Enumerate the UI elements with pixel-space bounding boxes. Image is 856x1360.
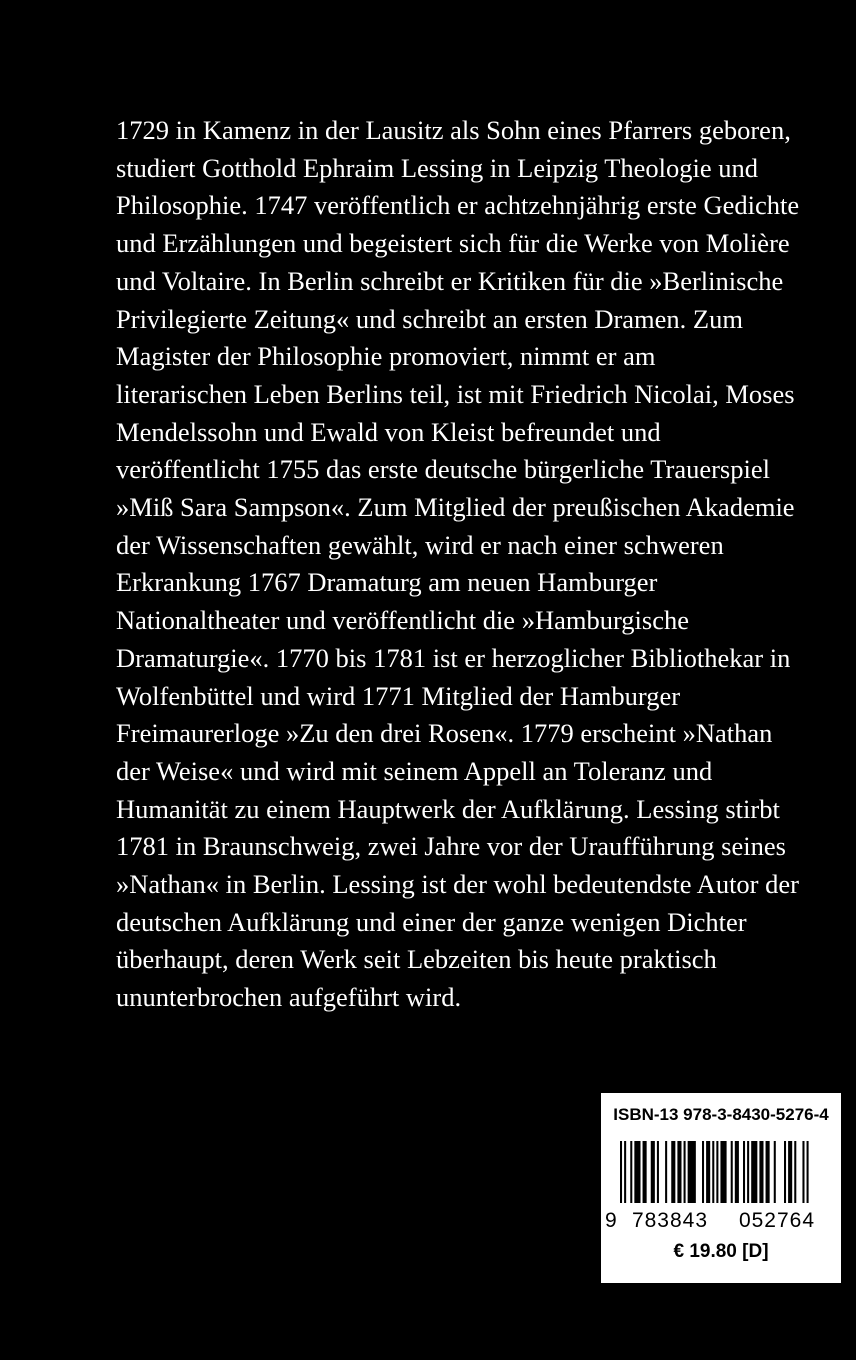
barcode <box>601 1137 841 1233</box>
barcode-bar <box>731 1141 733 1203</box>
barcode-bar <box>751 1141 757 1203</box>
barcode-bar <box>720 1141 726 1203</box>
barcode-bar <box>706 1141 710 1203</box>
barcode-bar <box>747 1141 749 1203</box>
barcode-bar <box>743 1141 745 1203</box>
barcode-bar <box>759 1141 763 1203</box>
barcode-bar <box>651 1141 655 1203</box>
blurb-line: Nationaltheater und veröffentlicht die »Hamburgische <box>116 605 689 636</box>
barcode-bar <box>784 1141 786 1203</box>
back-cover-blurb <box>116 112 836 1017</box>
price: € 19.80 [D] <box>673 1241 769 1262</box>
barcode-bar <box>677 1141 681 1203</box>
barcode-bar <box>794 1141 796 1203</box>
blurb-line: und Voltaire. In Berlin schreibt er Kritiken für die »Berlinische <box>116 265 784 296</box>
blurb-line: ununterbrochen aufgeführt wird. <box>116 982 462 1013</box>
barcode-bar <box>643 1141 647 1203</box>
barcode-bar <box>630 1141 632 1203</box>
blurb-line: Humanität zu einem Hauptwerk der Aufklärung. Lessing stirbt <box>116 793 780 824</box>
blurb-line: der Wissenschaften gewählt, wird er nach einer schweren <box>116 529 724 560</box>
barcode-bar <box>665 1141 667 1203</box>
blurb-line: veröffentlicht 1755 das erste deutsche bürgerliche Trauerspiel <box>116 454 770 485</box>
barcode-bar <box>735 1141 739 1203</box>
barcode-bar <box>702 1141 704 1203</box>
blurb-line: literarischen Leben Berlins teil, ist mit Friedrich Nicolai, Moses <box>116 378 795 409</box>
isbn-price-label <box>601 1093 841 1283</box>
blurb-line: »Miß Sara Sampson«. Zum Mitglied der preußischen Akademie <box>116 492 795 523</box>
blurb-line: Magister der Philosophie promoviert, nimmt er am <box>116 341 656 372</box>
barcode-left-digits: 783843 <box>631 1209 709 1232</box>
barcode-bar <box>774 1141 776 1203</box>
barcode-bar <box>671 1141 675 1203</box>
blurb-line: Dramaturgie«. 1770 bis 1781 ist er herzoglicher Bibliothekar in <box>116 642 791 673</box>
blurb-line: deutschen Aufklärung und einer der ganze wenigen Dichter <box>116 906 747 937</box>
blurb-line: überhaupt, deren Werk seit Lebzeiten bis heute praktisch <box>116 944 717 975</box>
blurb-line: Freimaurerloge »Zu den drei Rosen«. 1779 erscheint »Nathan <box>116 718 773 749</box>
barcode-bar <box>657 1141 659 1203</box>
blurb-line: Privilegierte Zeitung« und schreibt an ersten Dramen. Zum <box>116 303 743 334</box>
barcode-bar <box>766 1141 770 1203</box>
barcode-bar <box>688 1141 696 1203</box>
isbn-text: ISBN-13 978-3-8430-5276-4 <box>613 1105 829 1124</box>
blurb-line: 1781 in Braunschweig, zwei Jahre vor der Uraufführung seines <box>116 831 786 862</box>
blurb-line: »Nathan« in Berlin. Lessing ist der wohl bedeutendste Autor der <box>116 869 799 900</box>
blurb-line: studiert Gotthold Ephraim Lessing in Leipzig Theologie und <box>116 152 759 183</box>
blurb-line: der Weise« und wird mit seinem Appell an Toleranz und <box>116 755 713 786</box>
blurb-line: Wolfenbüttel und wird 1771 Mitglied der Hamburger <box>116 680 681 711</box>
barcode-right-digits: 052764 <box>738 1209 816 1232</box>
blurb-line: und Erzählungen und begeistert sich für die Werke von Molière <box>116 228 790 259</box>
barcode-bar <box>788 1141 792 1203</box>
blurb-line: 1729 in Kamenz in der Lausitz als Sohn eines Pfarrers geboren, <box>116 115 791 145</box>
barcode-bar <box>634 1141 640 1203</box>
blurb-line: Mendelssohn und Ewald von Kleist befreundet und <box>116 416 661 447</box>
blurb-line: Erkrankung 1767 Dramaturg am neuen Hamburger <box>116 567 658 598</box>
barcode-bar <box>684 1141 686 1203</box>
barcode-lead-digit: 9 <box>605 1209 617 1232</box>
blurb-line: Philosophie. 1747 veröffentlich er achtzehnjährig erste Gedichte <box>116 190 800 221</box>
